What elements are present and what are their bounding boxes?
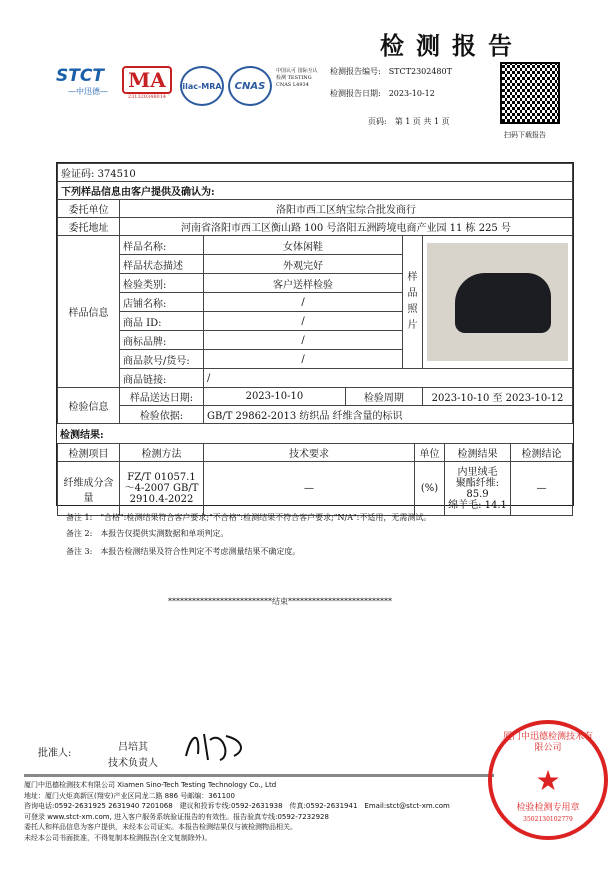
result-polyester: 聚酯纤维: 85.9 xyxy=(455,477,500,500)
results-title: 检测结果: xyxy=(60,430,104,441)
sample-row-value: / xyxy=(204,350,403,369)
period-value: 2023-10-10 至 2023-10-12 xyxy=(423,388,573,406)
address-value: 河南省洛阳市西工区衡山路 100 号洛阳五洲跨境电商产业园 11 栋 225 号 xyxy=(120,218,573,236)
footer-line: 委托人和样品信息为客户提供，未经本公司证实。本报告检测结果仅与被检测物品相关。 xyxy=(24,823,297,832)
report-title: 检测报告 xyxy=(380,32,524,60)
sample-row-key: 样品名称: xyxy=(120,236,204,255)
footer-line: 咨询电话:0592-2631925 2631940 7201068 建议和投诉专线:0592-2631938 传真:0592-2631941 Email:stct@stct-xm.com xyxy=(24,802,450,811)
approver-name: 吕培其 xyxy=(118,742,148,753)
sample-row-key: 商品 ID: xyxy=(120,312,204,331)
arrive-value: 2023-10-10 xyxy=(204,388,346,406)
footer-rule xyxy=(24,774,494,777)
sample-row-value: / xyxy=(204,293,403,312)
result-conclusion: — xyxy=(511,462,573,516)
sample-photo xyxy=(423,236,573,369)
result-requirement: — xyxy=(204,462,415,516)
sample-row-value: / xyxy=(204,312,403,331)
col-header: 检测结论 xyxy=(511,444,573,462)
basis-value: GB/T 29862-2013 纺织品 纤维含量的标识 xyxy=(204,406,573,424)
cnas-text: 中国认可 国际互认 检测 TESTING CNAS L4934 xyxy=(276,68,318,88)
col-header: 技术要求 xyxy=(204,444,415,462)
client-label: 委托单位 xyxy=(58,200,120,218)
sample-row-key: 商标品牌: xyxy=(120,331,204,350)
result-wool: 绵羊毛: 14.1 xyxy=(448,499,507,511)
footer-line: 可登录 www.stct-xm.com, 进入客户服务系统验证报告的有效性。报告验真专线:0592-7232928 xyxy=(24,812,329,821)
cnas-logo: CNAS xyxy=(228,66,272,106)
sample-row-key: 检验类别: xyxy=(120,274,204,293)
sample-row-key: 店铺名称: xyxy=(120,293,204,312)
note-2: 备注 2: 本报告仅提供实测数据和单项判定。 xyxy=(66,529,229,538)
qr-code[interactable] xyxy=(500,62,560,124)
col-header: 检测结果 xyxy=(445,444,511,462)
sample-row-value: / xyxy=(204,331,403,350)
approver-role: 技术负责人 xyxy=(108,758,158,769)
ma-logo: MA 231320348014 xyxy=(122,66,172,106)
page-row: 页码: 第 1 页 共 1 页 xyxy=(368,117,450,126)
sample-row-value: 客户送样检验 xyxy=(204,274,403,293)
qr-caption: 扫码下载报告 xyxy=(504,131,546,139)
ilac-logo: ilac-MRA xyxy=(180,66,224,106)
approver-label: 批准人: xyxy=(38,748,72,759)
client-value: 洛阳市西工区纳宝综合批发商行 xyxy=(120,200,573,218)
result-head: 内里绒毛 xyxy=(457,466,498,478)
result-method: FZ/T 01057.1～4-2007 GB/T 2910.4-2022 xyxy=(120,462,204,516)
inspect-label: 检验信息 xyxy=(58,388,120,424)
basis-label: 检验依据: xyxy=(120,406,204,424)
verify-code: 验证码: 374510 xyxy=(58,164,573,182)
report-body xyxy=(56,162,574,511)
period-label: 检验周期 xyxy=(345,388,422,406)
note-3: 备注 3: 本报告检测结果及符合性判定不考虑测量结果不确定度。 xyxy=(66,547,301,556)
sample-row-key: 商品款号/货号: xyxy=(120,350,204,369)
signature-icon xyxy=(182,726,252,766)
col-header: 检测方法 xyxy=(120,444,204,462)
footer-line: 未经本公司书面批准，不得复制本检测报告(全文复制除外)。 xyxy=(24,833,212,842)
sample-row-key: 商品链接: xyxy=(120,369,204,388)
section-title: 下列样品信息由客户提供及确认为: xyxy=(58,182,573,200)
shoe-icon xyxy=(455,273,551,333)
result-item: 纤维成分含量 xyxy=(58,462,120,516)
report-no-row: 检测报告编号: STCT2302480T xyxy=(330,67,452,76)
arrive-label: 样品送达日期: xyxy=(120,388,204,406)
product-link[interactable]: / xyxy=(204,369,573,388)
footer-line: 厦门中迅德检测技术有限公司 Xiamen Sino-Tech Testing Technology Co., Ltd xyxy=(24,781,277,789)
report-date-row: 检测报告日期: 2023-10-12 xyxy=(330,89,435,98)
address-label: 委托地址 xyxy=(58,218,120,236)
note-1: 备注 1: "合格":检测结果符合客户要求;"不合格":检测结果不符合客户要求;"N/A":不适用，无需测试。 xyxy=(66,513,432,522)
results-table xyxy=(57,443,573,516)
sample-group-label: 样品信息 xyxy=(58,236,120,388)
footer-line: 地址：厦门火炬高新区(翔安)产业区同龙二路 886 号邮编：361100 xyxy=(24,791,235,800)
sample-photo-label: 样品照片 xyxy=(403,236,423,369)
star-icon: ★ xyxy=(535,764,561,797)
result-unit: (%) xyxy=(415,462,445,516)
sample-row-value: 外观完好 xyxy=(204,255,403,274)
stct-logo: STCT —中迅德— xyxy=(56,66,108,96)
col-header: 单位 xyxy=(415,444,445,462)
sample-row-key: 样品状态描述 xyxy=(120,255,204,274)
end-marker: **************************结束************************** xyxy=(168,597,392,606)
col-header: 检测项目 xyxy=(58,444,120,462)
sample-info-table xyxy=(57,163,573,424)
company-seal: 厦门中迅德检测技术有限公司 ★ 检验检测专用章 3502130102779 xyxy=(488,720,608,840)
sample-row-value: 女体闲鞋 xyxy=(204,236,403,255)
footer xyxy=(24,780,492,844)
